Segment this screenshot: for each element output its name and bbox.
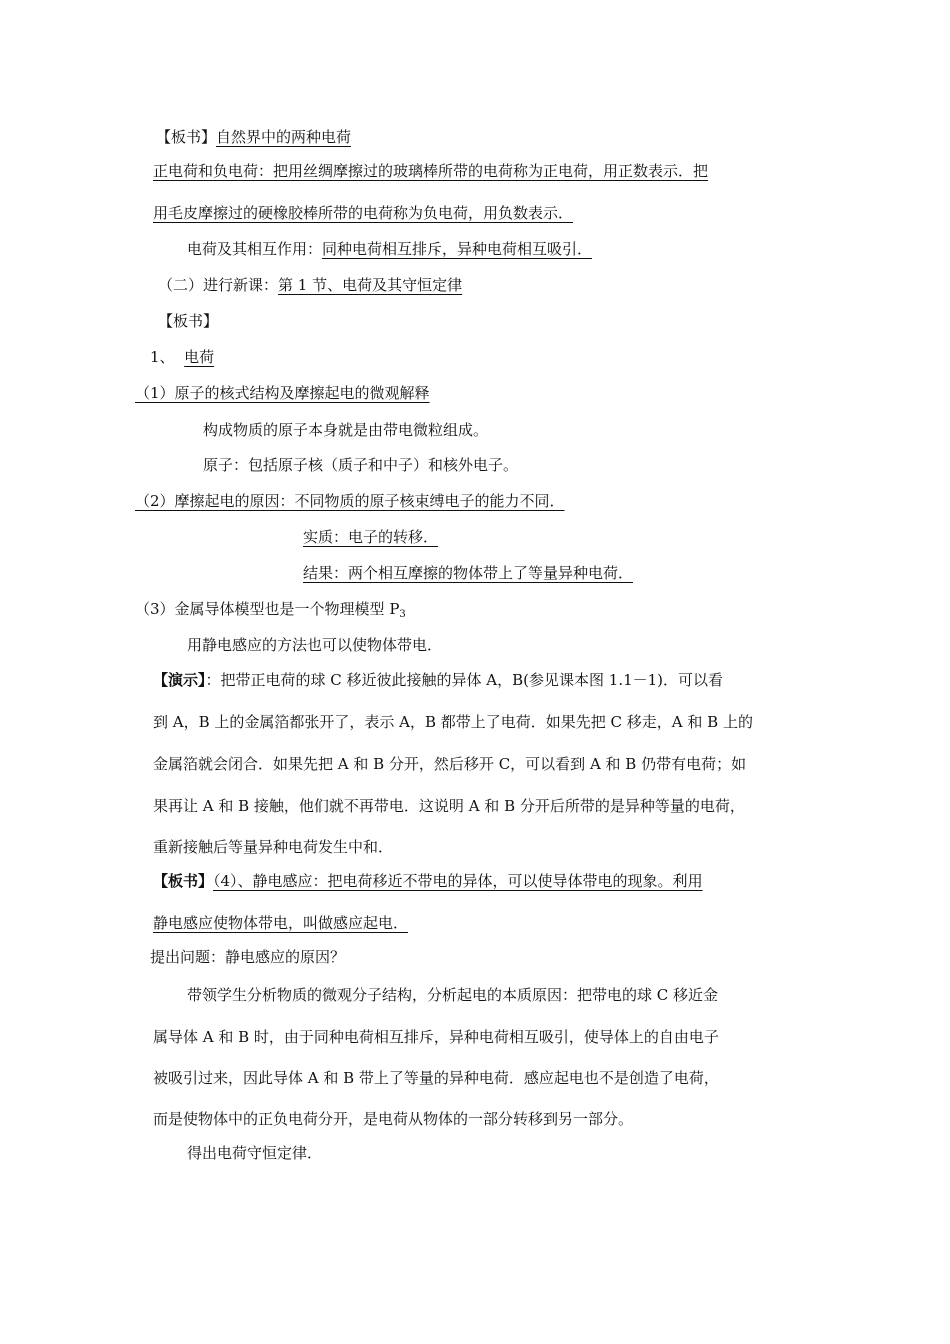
analysis-line-3: 被吸引过来，因此导体 A 和 B 带上了等量的异种电荷．感应起电也不是创造了电荷，	[153, 1069, 719, 1087]
subsection-1: （1）原子的核式结构及摩擦起电的微观解释	[135, 384, 430, 402]
demo-line-2: 到 A，B 上的金属箔都张开了，表示 A，B 都带上了电荷．如果先把 C 移走，A 和 B 上的	[153, 713, 753, 731]
demo-line-3: 金属箔就会闭合．如果先把 A 和 B 分开，然后移开 C，可以看到 A 和 B 仍带有电荷；如	[153, 755, 747, 773]
section-heading-charge	[150, 350, 214, 365]
analysis-line-1: 带领学生分析物质的微观分子结构，分析起电的本质原因：把带电的球 C 移近金	[187, 986, 719, 1004]
analysis-line-4: 而是使物体中的正负电荷分开，是电荷从物体的一部分转移到另一部分。	[153, 1110, 634, 1128]
interaction-label: 电荷及其相互作用：	[187, 240, 323, 258]
induction-intro: 用静电感应的方法也可以使物体带电．	[187, 636, 443, 654]
board-note-tag-2: 【板书】	[158, 312, 219, 330]
demo-text-1: ：把带正电荷的球 C 移近彼此接触的异体 A，B(参见课本图 1.1－1)．可以看	[205, 671, 724, 689]
demo-line-5: 重新接触后等量异种电荷发生中和．	[153, 838, 394, 856]
demo-line-4: 果再让 A 和 B 接触，他们就不再带电．这说明 A 和 B 分开后所带的是异种等量的电荷，	[153, 797, 745, 815]
board-note-tag: 【板书】	[156, 128, 217, 146]
interaction-line	[187, 242, 592, 257]
charge-definition-line-2: 用毛皮摩擦过的硬橡胶棒所带的电荷称为负电荷，用负数表示．	[153, 204, 574, 222]
conclusion-text: 得出电荷守恒定律．	[187, 1144, 323, 1162]
result-text: 结果：两个相互摩擦的物体带上了等量异种电荷．	[303, 564, 634, 582]
analysis-line-2: 属导体 A 和 B 时，由于同种电荷相互排斥，异种电荷相互吸引，使导体上的自由电子	[153, 1028, 719, 1046]
induction-definition-2: 静电感应使物体带电，叫做感应起电．	[153, 914, 409, 932]
demo-tag: 【演示】	[153, 671, 206, 689]
board-note-line-1	[156, 130, 351, 145]
section-title: 电荷	[184, 348, 215, 366]
new-lesson-label: （二）进行新课：	[158, 276, 279, 294]
induction-definition-1: （4）、静电感应：把电荷移近不带电的异体，可以使导体带电的现象。利用	[213, 872, 703, 890]
question-text: 提出问题：静电感应的原因？	[150, 948, 346, 966]
subsection-3-text: （3）金属导体模型也是一个物理模型 P	[135, 600, 400, 618]
atom-structure-text: 构成物质的原子本身就是由带电微粒组成。	[203, 421, 489, 439]
board-note-title: 自然界中的两种电荷	[216, 128, 352, 146]
charge-definition-line-1: 正电荷和负电荷：把用丝绸摩擦过的玻璃棒所带的电荷称为正电荷，用正数表示．把	[153, 162, 709, 180]
subsection-3	[135, 602, 406, 620]
new-lesson-line	[158, 278, 462, 293]
subsection-2: （2）摩擦起电的原因：不同物质的原子核束缚电子的能力不同．	[135, 492, 565, 510]
essence-text: 实质：电子的转移．	[303, 528, 439, 546]
atom-composition-text: 原子：包括原子核（质子和中子）和核外电子。	[203, 456, 519, 474]
new-lesson-title: 第 1 节、电荷及其守恒定律	[278, 276, 463, 294]
page-ref-subscript: 3	[399, 609, 406, 620]
interaction-rule: 同种电荷相互排斥，异种电荷相互吸引．	[322, 240, 593, 258]
board-note-line-4	[153, 874, 703, 889]
demo-line-1	[153, 673, 723, 688]
board-note-tag-3: 【板书】	[153, 872, 214, 890]
section-number: 1、	[150, 348, 175, 366]
